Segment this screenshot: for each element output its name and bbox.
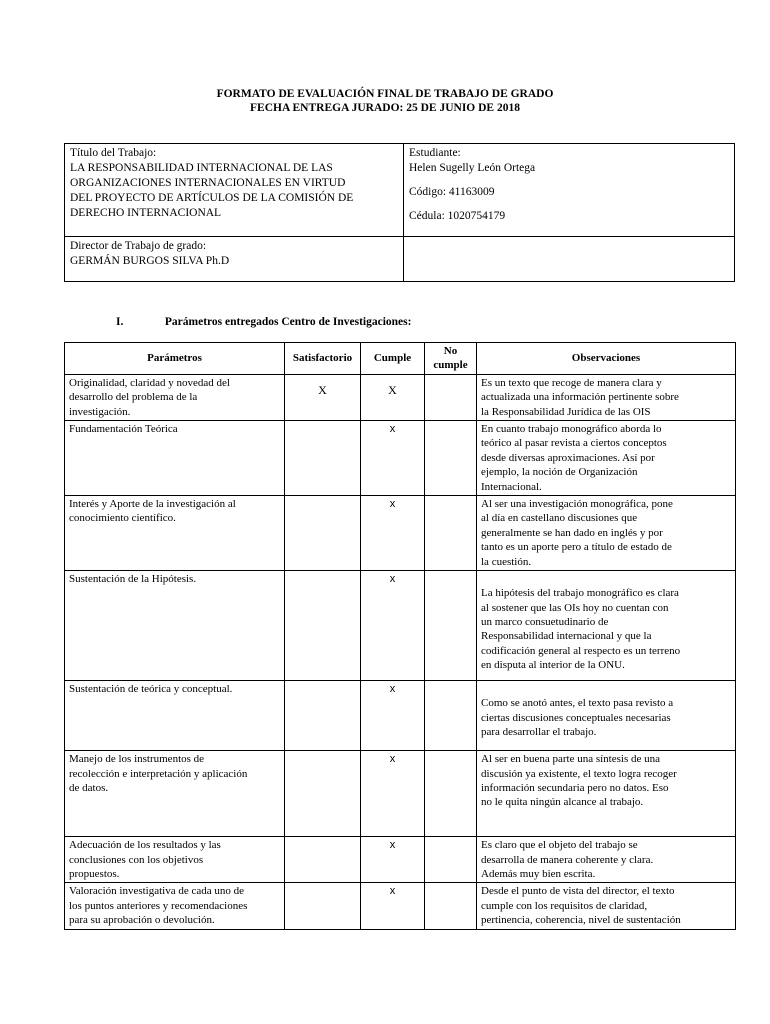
project-info-table	[64, 143, 735, 282]
cumple-mark: x	[361, 837, 425, 883]
satisfactorio-mark	[285, 751, 361, 837]
table-row	[65, 681, 736, 751]
no-cumple-mark	[425, 374, 477, 420]
observacion-cell: Al ser en buena parte una síntesis de una discusión ya existente, el texto logra recoger información secundaria pero no datos. Eso no le quita ningún alcance al trabajo.	[477, 751, 736, 837]
observacion-cell: En cuanto trabajo monográfico aborda lo teórico al pasar revista a ciertos conceptos desde diversas aproximaciones. Así por ejemplo, la noción de Organización Internacional.	[477, 421, 736, 496]
no-cumple-mark	[425, 681, 477, 751]
header-parametros: Parámetros	[65, 343, 285, 375]
no-cumple-mark	[425, 496, 477, 571]
estudiante-name: Helen Sugelly León Ortega	[409, 162, 536, 174]
table-row	[65, 751, 736, 837]
table-row	[65, 496, 736, 571]
no-cumple-mark	[425, 421, 477, 496]
param-cell: Sustentación de teórica y conceptual.	[65, 681, 285, 751]
satisfactorio-mark	[285, 571, 361, 681]
empty-cell	[404, 237, 735, 282]
param-cell: Adecuación de los resultados y las conclusiones con los objetivos propuestos.	[65, 837, 285, 883]
title-line-2: FECHA ENTREGA JURADO: 25 DE JUNIO DE 2018	[250, 102, 520, 114]
observacion-cell: Desde el punto de vista del director, el texto cumple con los requisitos de claridad, pertinencia, coherencia, nivel de sustentación	[477, 883, 736, 929]
cumple-mark: x	[361, 496, 425, 571]
section-number: I.	[116, 316, 124, 328]
observacion-cell: La hipótesis del trabajo monográfico es clara al sostener que las OIs hoy no cuentan con un marco consuetudinario de Responsabilidad internacional y que la codificación general al respecto es un terreno en disputa al interior de la ONU.	[477, 571, 736, 681]
document-title	[0, 87, 770, 115]
title-line-1: FORMATO DE EVALUACIÓN FINAL DE TRABAJO DE GRADO	[216, 88, 554, 100]
no-cumple-mark	[425, 837, 477, 883]
cedula-value: Cédula: 1020754179	[409, 210, 506, 222]
header-row	[65, 343, 736, 375]
cumple-mark: x	[361, 681, 425, 751]
titulo-line: DEL PROYECTO DE ARTÍCULOS DE LA COMISIÓN DE	[70, 192, 354, 204]
director-cell	[65, 237, 404, 282]
table-row	[65, 883, 736, 929]
satisfactorio-mark	[285, 883, 361, 929]
director-name: GERMÁN BURGOS SILVA Ph.D	[70, 255, 230, 267]
titulo-line: ORGANIZACIONES INTERNACIONALES EN VIRTUD	[70, 177, 346, 189]
param-cell: Originalidad, claridad y novedad del desarrollo del problema de la investigación.	[65, 374, 285, 420]
param-cell: Valoración investigativa de cada uno de los puntos anteriores y recomendaciones para su aprobación o devolución.	[65, 883, 285, 929]
observacion-cell: Al ser una investigación monográfica, pone al día en castellano discusiones que generalmente se han dado en inglés y por tanto es un aporte pero a título de estado de la cuestión.	[477, 496, 736, 571]
param-cell: Sustentación de la Hipótesis.	[65, 571, 285, 681]
titulo-line: DERECHO INTERNACIONAL	[70, 207, 222, 219]
header-satisfactorio: Satisfactorio	[285, 343, 361, 375]
section-heading	[116, 316, 411, 328]
no-cumple-mark	[425, 751, 477, 837]
observacion-cell: Como se anotó antes, el texto pasa revisto a ciertas discusiones conceptuales necesarias para desarrollar el trabajo.	[477, 681, 736, 751]
satisfactorio-mark	[285, 681, 361, 751]
table-row	[65, 571, 736, 681]
director-label: Director de Trabajo de grado:	[70, 240, 207, 252]
cumple-mark: x	[361, 571, 425, 681]
param-cell: Fundamentación Teórica	[65, 421, 285, 496]
estudiante-label: Estudiante:	[409, 147, 461, 159]
no-cumple-mark	[425, 571, 477, 681]
evaluation-table	[64, 342, 736, 930]
header-cumple: Cumple	[361, 343, 425, 375]
codigo-value: Código: 41163009	[409, 186, 495, 198]
table-row	[65, 374, 736, 420]
estudiante-cell	[404, 144, 735, 237]
titulo-label: Título del Trabajo:	[70, 147, 157, 159]
header-observaciones: Observaciones	[477, 343, 736, 375]
satisfactorio-mark	[285, 837, 361, 883]
observacion-cell: Es claro que el objeto del trabajo se desarrolla de manera coherente y clara. Además muy bien escrita.	[477, 837, 736, 883]
section-title: Parámetros entregados Centro de Investigaciones:	[164, 316, 412, 328]
table-row	[65, 421, 736, 496]
header-no-cumple: No cumple	[425, 343, 477, 375]
table-row	[65, 837, 736, 883]
satisfactorio-mark	[285, 496, 361, 571]
param-cell: Interés y Aporte de la investigación al conocimiento científico.	[65, 496, 285, 571]
satisfactorio-mark	[285, 421, 361, 496]
cumple-mark: x	[361, 751, 425, 837]
observacion-cell: Es un texto que recoge de manera clara y actualizada una información pertinente sobre la Responsabilidad Jurídica de las OIS	[477, 374, 736, 420]
titulo-cell	[65, 144, 404, 237]
param-cell: Manejo de los instrumentos de recolección e interpretación y aplicación de datos.	[65, 751, 285, 837]
cumple-mark: x	[361, 883, 425, 929]
satisfactorio-mark: X	[285, 374, 361, 420]
no-cumple-mark	[425, 883, 477, 929]
cumple-mark: x	[361, 421, 425, 496]
cumple-mark: X	[361, 374, 425, 420]
titulo-line: LA RESPONSABILIDAD INTERNACIONAL DE LAS	[70, 162, 333, 174]
